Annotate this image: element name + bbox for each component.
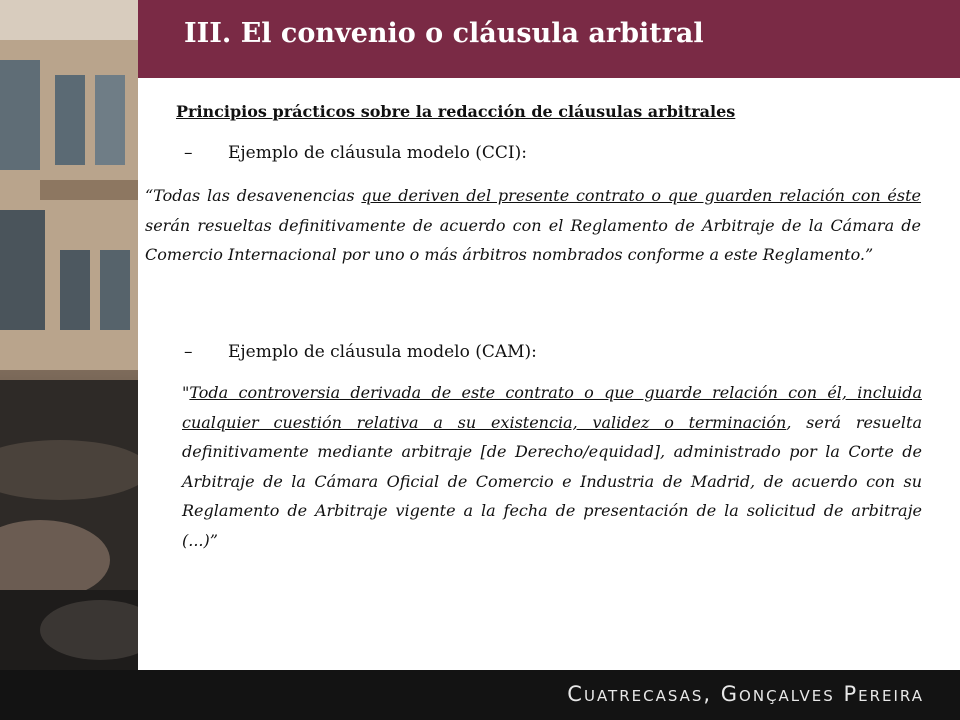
quote-cam-rest: , será resuelta definitivamente mediante arbitraje [de Derecho/equidad], administrado por la Corte de Arbitraje de la Cámara Oficial de Comercio e Industria de Madrid, de acuerdo con su Reglamento de Arbitraje vigente a la fecha de presentación de la solicitud de arbitraje (...)”	[182, 412, 923, 550]
quote-cam-open: "	[182, 383, 190, 402]
quote-cam-clause	[182, 378, 922, 555]
bullet-dash: –	[184, 342, 193, 362]
quote-cci-rest: serán resueltas definitivamente de acuerdo con el Reglamento de Arbitraje de la Cámara de Comercio Internacional por uno o más árbitros nombrados conforme a este Reglamento.”	[145, 215, 921, 264]
quote-cci-open: “Todas las desavenencias	[145, 186, 362, 205]
footer-brand: Cuatrecasas, Gonçalves Pereira	[567, 682, 924, 706]
quote-cam-underlined: Toda controversia derivada de este contrato o que guarde relación con él, incluida cualquier cuestión relativa a su existencia, validez o terminación	[182, 383, 922, 432]
bullet-cci	[184, 143, 527, 163]
quote-cci-clause	[145, 181, 921, 270]
bullet-dash: –	[184, 143, 193, 163]
title-bar	[138, 0, 960, 78]
footer-bar	[0, 670, 960, 720]
photo-illustration	[0, 0, 138, 670]
bullet-text: Ejemplo de cláusula modelo (CCI):	[228, 143, 527, 163]
quote-cci-underlined: que deriven del presente contrato o que guarden relación con éste	[361, 186, 922, 205]
slide-title: III. El convenio o cláusula arbitral	[184, 18, 704, 49]
bullet-text: Ejemplo de cláusula modelo (CAM):	[228, 342, 537, 362]
section-subtitle: Principios prácticos sobre la redacción de cláusulas arbitrales	[176, 102, 736, 121]
bullet-cam	[184, 342, 537, 362]
decorative-photo-building-meeting	[0, 0, 138, 670]
